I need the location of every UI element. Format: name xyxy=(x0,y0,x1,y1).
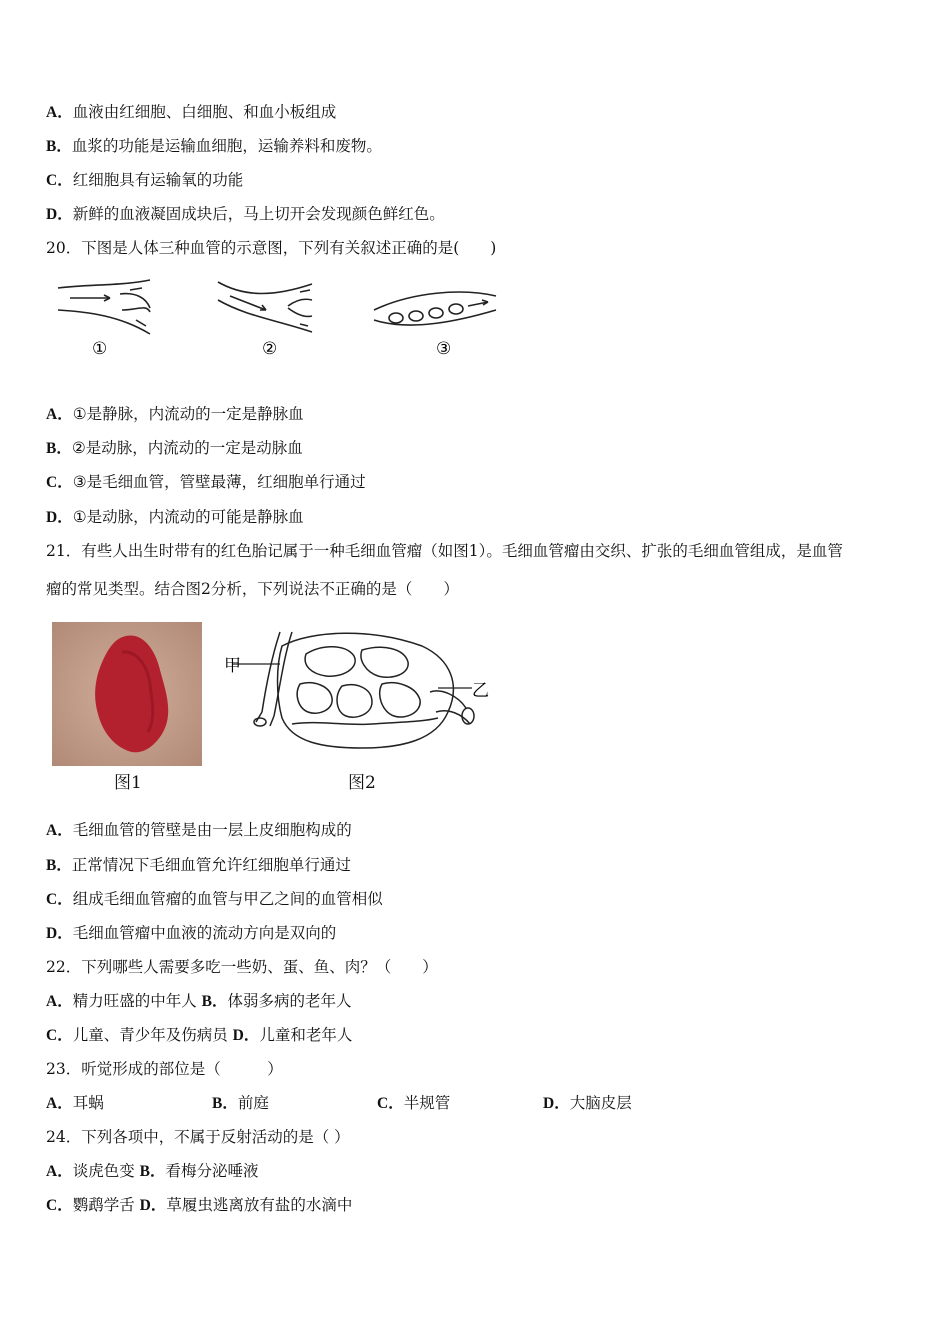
option-text: 组成毛细血管瘤的血管与甲乙之间的血管相似 xyxy=(72,890,383,908)
q20-option-d xyxy=(46,507,304,528)
figure-label-2: ② xyxy=(262,339,278,359)
option-letter: A． xyxy=(46,993,73,1010)
option-text: 毛细血管瘤中血液的流动方向是双向的 xyxy=(72,924,337,942)
option-letter: C． xyxy=(46,474,73,491)
option-letter: A． xyxy=(46,406,73,423)
q24-options-row1 xyxy=(46,1161,259,1182)
q21-option-d xyxy=(46,923,336,944)
option-letter: D． xyxy=(46,206,73,223)
q23-stem: 23．听觉形成的部位是（ ） xyxy=(46,1060,283,1078)
label-jia: 甲 xyxy=(224,656,241,676)
q19-option-a xyxy=(46,102,336,123)
option-text: 耳蜗 xyxy=(72,1094,104,1112)
capillary-network-diagram xyxy=(222,626,492,766)
option-letter: D． xyxy=(139,1197,167,1214)
q22-options-row1 xyxy=(46,991,352,1012)
option-letter: C． xyxy=(46,1027,73,1044)
q21-option-a xyxy=(46,820,352,841)
q24-options-row2 xyxy=(46,1195,352,1216)
option-text: 儿童和老年人 xyxy=(259,1026,353,1044)
option-letter: B． xyxy=(139,1163,166,1180)
vessel-3-diagram xyxy=(374,292,496,325)
option-text: 前庭 xyxy=(237,1094,269,1112)
option-text: 毛细血管的管壁是由一层上皮细胞构成的 xyxy=(72,821,352,839)
option-letter: C． xyxy=(46,172,73,189)
q20-stem: 20．下图是人体三种血管的示意图，下列有关叙述正确的是( ) xyxy=(46,239,497,257)
q20-option-b xyxy=(46,438,303,459)
q21-option-b xyxy=(46,855,351,876)
option-text: ①是动脉，内流动的可能是静脉血 xyxy=(72,508,304,526)
option-letter: D． xyxy=(232,1027,260,1044)
option-text: 鹦鹉学舌 xyxy=(72,1196,135,1214)
option-text: 新鲜的血液凝固成块后，马上切开会发现颜色鲜红色。 xyxy=(72,205,445,223)
q19-option-d xyxy=(46,204,445,225)
figure-label-3: ③ xyxy=(436,339,452,359)
q23-option-d xyxy=(543,1093,632,1114)
q22-options-row2 xyxy=(46,1025,352,1046)
birthmark-shape xyxy=(52,622,202,766)
option-text: 草履虫逃离放有盐的水滴中 xyxy=(166,1196,353,1214)
q23-option-c xyxy=(377,1093,450,1114)
option-text: 谈虎色变 xyxy=(72,1162,135,1180)
option-text: 血液由红细胞、白细胞、和血小板组成 xyxy=(72,103,337,121)
option-text: 大脑皮层 xyxy=(569,1094,632,1112)
option-letter: B． xyxy=(201,993,228,1010)
option-letter: B． xyxy=(212,1095,238,1112)
option-letter: D． xyxy=(46,509,73,526)
birthmark-photo xyxy=(52,622,202,766)
option-text: 精力旺盛的中年人 xyxy=(72,992,197,1010)
figure-label-1: ① xyxy=(92,339,108,359)
option-text: ①是静脉，内流动的一定是静脉血 xyxy=(72,405,304,423)
option-letter: B． xyxy=(46,857,72,874)
q22-stem: 22．下列哪些人需要多吃一些奶、蛋、鱼、肉？（ ） xyxy=(46,958,438,976)
vessel-2-diagram xyxy=(218,282,312,332)
option-letter: A． xyxy=(46,1163,73,1180)
figure2-caption: 图2 xyxy=(348,773,376,793)
option-text: 看梅分泌唾液 xyxy=(165,1162,259,1180)
q21-stem-line2: 瘤的常见类型。结合图2分析，下列说法不正确的是（ ） xyxy=(46,580,459,598)
option-letter: B． xyxy=(46,138,72,155)
option-text: 体弱多病的老年人 xyxy=(227,992,352,1010)
q24-stem: 24．下列各项中，不属于反射活动的是（ ） xyxy=(46,1128,350,1146)
q23-option-a xyxy=(46,1093,104,1114)
option-letter: D． xyxy=(46,925,73,942)
figure1-caption: 图1 xyxy=(114,773,142,793)
q20-option-a xyxy=(46,404,304,425)
q21-option-c xyxy=(46,889,383,910)
q23-option-b xyxy=(212,1093,269,1114)
option-text: 儿童、青少年及伤病员 xyxy=(72,1026,228,1044)
option-letter: C． xyxy=(377,1095,404,1112)
q20-option-c xyxy=(46,472,366,493)
q19-option-b xyxy=(46,136,382,157)
option-letter: C． xyxy=(46,891,73,908)
q21-stem-line1: 21．有些人出生时带有的红色胎记属于一种毛细血管瘤（如图1）。毛细血管瘤由交织、扩张的毛细血管组成，是血管 xyxy=(46,542,843,560)
option-text: ②是动脉，内流动的一定是动脉血 xyxy=(71,439,303,457)
label-yi: 乙 xyxy=(472,681,489,701)
option-text: ③是毛细血管，管壁最薄，红细胞单行通过 xyxy=(72,473,366,491)
option-letter: C． xyxy=(46,1197,73,1214)
option-text: 半规管 xyxy=(403,1094,451,1112)
option-letter: B． xyxy=(46,440,72,457)
option-letter: D． xyxy=(543,1095,570,1112)
option-text: 血浆的功能是运输血细胞，运输养料和废物。 xyxy=(71,137,382,155)
vessel-1-diagram xyxy=(58,280,150,334)
q19-option-c xyxy=(46,170,243,191)
option-letter: A． xyxy=(46,104,73,121)
blood-vessel-diagram xyxy=(50,270,510,370)
option-text: 正常情况下毛细血管允许红细胞单行通过 xyxy=(71,856,351,874)
option-letter: A． xyxy=(46,822,73,839)
option-text: 红细胞具有运输氧的功能 xyxy=(72,171,244,189)
option-letter: A． xyxy=(46,1095,73,1112)
